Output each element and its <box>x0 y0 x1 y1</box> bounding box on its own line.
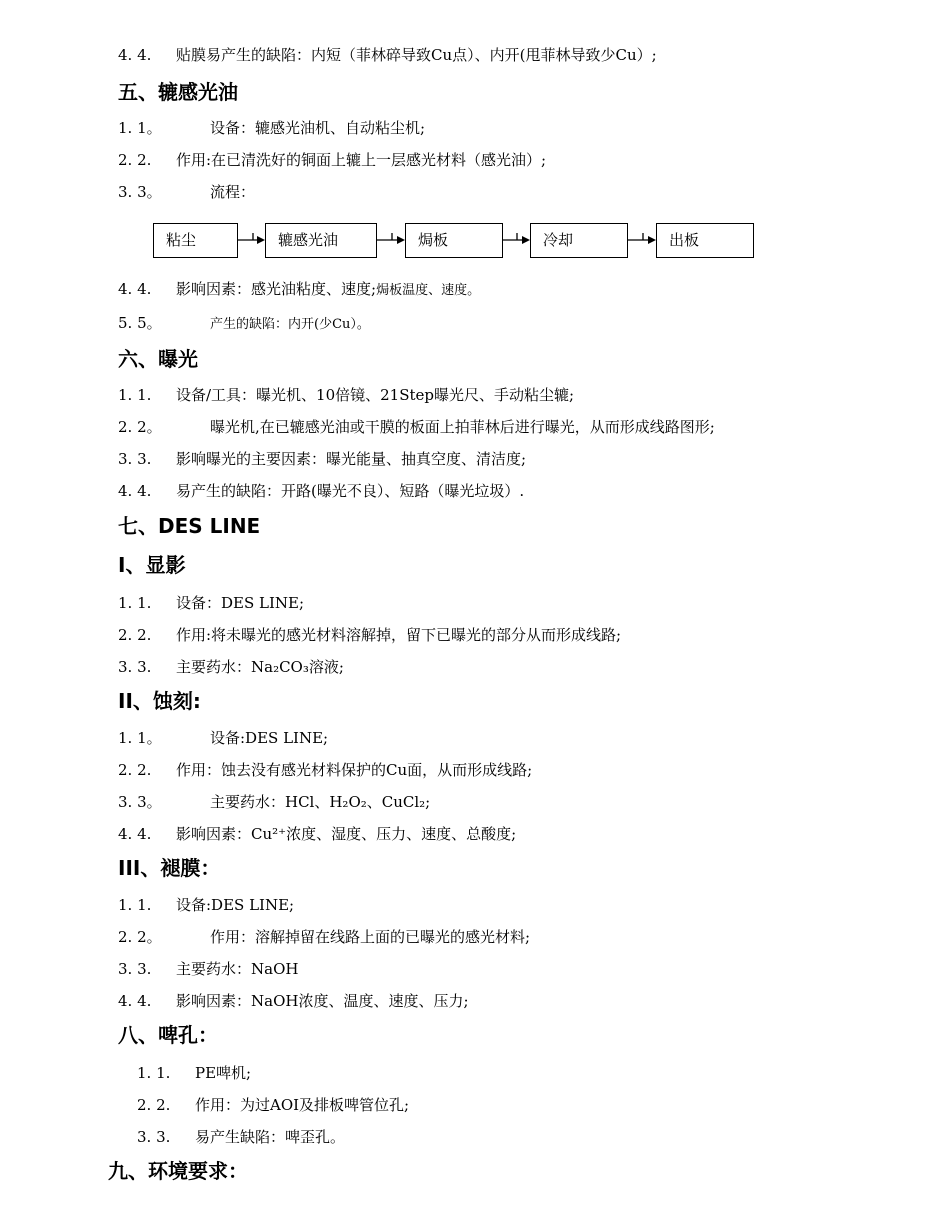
list-item: 5. 5。 产生的缺陷：内开(少Cu）。 <box>118 314 370 332</box>
list-item: 2. 2. 作用：蚀去没有感光材料保护的Cu面，从而形成线路; <box>118 761 533 779</box>
flow-step: 出板 <box>656 223 754 258</box>
list-item: 1. 1. PE啤机; <box>137 1064 252 1082</box>
subsection-heading: II、蚀刻: <box>118 689 201 713</box>
section-heading: 九、环境要求： <box>108 1159 248 1183</box>
list-item: 1. 1. 设备/工具：曝光机、10倍镜、21Step曝光尺、手动粘尘辘; <box>118 386 575 404</box>
list-item: 2. 2. 作用:在已清洗好的铜面上辘上一层感光材料（感光油）; <box>118 151 547 169</box>
section-heading: 八、啤孔： <box>118 1023 218 1047</box>
flow-arrows <box>0 0 950 300</box>
list-item: 4. 4. 易产生的缺陷：开路(曝光不良）、短路（曝光垃圾）. <box>118 482 525 500</box>
list-item: 4. 4. 影响因素：NaOH浓度、温度、速度、压力; <box>118 992 469 1010</box>
list-item: 4. 4. 贴膜易产生的缺陷：内短（菲林碎导致Cu点）、内开(甩菲林导致少Cu）; <box>118 46 657 64</box>
list-item: 3. 3。 主要药水：HCl、H₂O₂、CuCl₂; <box>118 793 431 811</box>
arrowhead-icon <box>648 236 656 244</box>
arrowhead-icon <box>522 236 530 244</box>
list-item: 4. 4. 影响因素：Cu²⁺浓度、湿度、压力、速度、总酸度; <box>118 825 517 843</box>
section-heading: 七、DES LINE <box>118 514 261 538</box>
list-item: 2. 2。 曝光机,在已辘感光油或干膜的板面上拍菲林后进行曝光，从而形成线路图形; <box>118 418 715 436</box>
list-item: 2. 2. 作用:将未曝光的感光材料溶解掉，留下已曝光的部分从而形成线路; <box>118 626 622 644</box>
section-heading: 六、曝光 <box>118 347 198 371</box>
list-item: 3. 3. 主要药水：NaOH <box>118 960 299 978</box>
list-item: 3. 3. 主要药水：Na₂CO₃溶液; <box>118 658 344 676</box>
list-item: 1. 1。 设备：辘感光油机、自动粘尘机; <box>118 119 426 137</box>
flow-step: 焗板 <box>405 223 503 258</box>
list-item: 1. 1。 设备:DES LINE; <box>118 729 329 747</box>
subsection-heading: I、显影 <box>118 553 186 577</box>
list-item: 1. 1. 设备:DES LINE; <box>118 896 295 914</box>
arrowhead-icon <box>397 236 405 244</box>
list-item: 3. 3. 易产生缺陷：啤歪孔。 <box>137 1128 346 1146</box>
flow-step: 冷却 <box>530 223 628 258</box>
list-item: 4. 4. 影响因素：感光油粘度、速度;焗板温度、速度。 <box>118 280 481 298</box>
arrowhead-icon <box>257 236 265 244</box>
list-item: 3. 3。 流程： <box>118 183 256 201</box>
flow-step: 粘尘 <box>153 223 238 258</box>
list-item: 3. 3. 影响曝光的主要因素：曝光能量、抽真空度、清洁度; <box>118 450 527 468</box>
list-item: 1. 1. 设备：DES LINE; <box>118 594 305 612</box>
subsection-heading: III、褪膜： <box>118 856 221 880</box>
flow-step: 辘感光油 <box>265 223 377 258</box>
list-item: 2. 2。 作用：溶解掉留在线路上面的已曝光的感光材料; <box>118 928 531 946</box>
section-heading: 五、辘感光油 <box>118 80 238 104</box>
list-item: 2. 2. 作用：为过AOI及排板啤管位孔; <box>137 1096 410 1114</box>
